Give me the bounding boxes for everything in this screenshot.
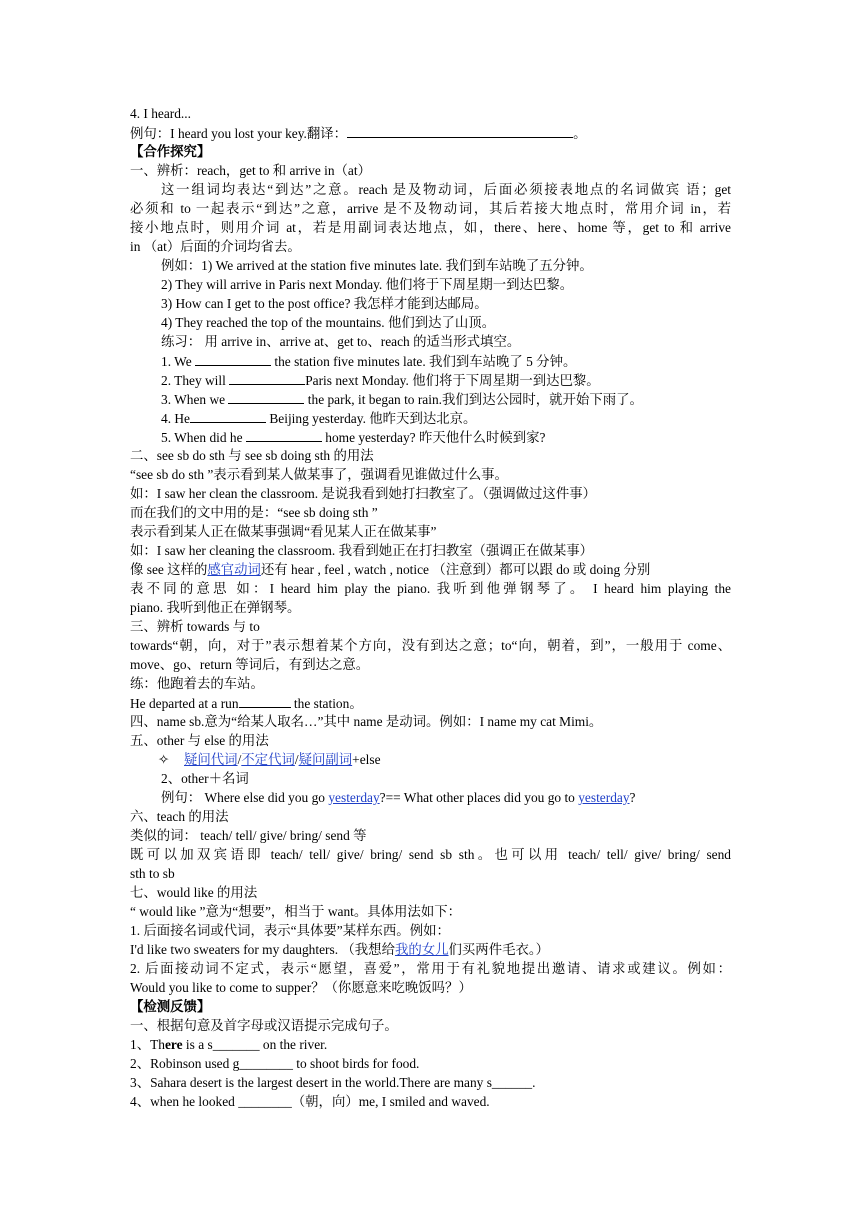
separator: / — [294, 752, 299, 767]
document-page — [130, 104, 731, 1111]
item-text: 3. When we — [161, 392, 229, 407]
subheading-see: 二、see sb do sth 与 see sb doing sth 的用法 — [130, 448, 374, 463]
quiz-item: 2、Robinson used g________ to shoot birds for food. — [130, 1056, 420, 1071]
paragraph-line: 必须和 to 一起表示“到达”之意，arrive 是不及物动词，其后若接大地点时，常用介词 in，若 — [130, 201, 731, 216]
item-text: Paris next Monday. 他们将于下周星期一到达巴黎。 — [305, 373, 600, 388]
example-line — [130, 788, 731, 807]
exercise-item — [130, 389, 731, 408]
paragraph-line: 1. 后面接名词或代词，表示“具体要”某样东西。例如： — [130, 923, 450, 938]
paragraph-line: 2. 后面接动词不定式，表示“愿望，喜爱”，常用于有礼貌地提出邀请、请求或建议。例如： — [130, 961, 731, 976]
paragraph-line: 表不同的意思 如：I heard him play the piano. 我听到他弹钢琴了。 I heard him playing the — [130, 581, 731, 596]
subheading-reach: 一、辨析：reach，get to 和 arrive in（at） — [130, 163, 371, 178]
text: ?== What other places did you go to — [379, 790, 579, 805]
paragraph-line: piano. 我听到他正在弹钢琴。 — [130, 600, 301, 615]
subheading-other-else: 五、other 与 else 的用法 — [130, 733, 269, 748]
section-heading-cooperate: 【合作探究】 — [130, 144, 211, 159]
subheading-teach: 六、teach 的用法 — [130, 809, 229, 824]
bullet-line — [130, 750, 731, 769]
paragraph-line: “see sb do sth ”表示看到某人做某事了，强调看见谁做过什么事。 — [130, 467, 508, 482]
exercise-item — [130, 408, 731, 427]
text: is a s_______ on the river. — [182, 1037, 328, 1052]
quiz-item — [130, 1035, 731, 1054]
paragraph-line: 表示看到某人正在做某事强调“看见某人正在做某事” — [130, 524, 437, 539]
text: ? — [629, 790, 636, 805]
paragraph-line: sth to sb — [130, 866, 175, 881]
bold-text: ere — [164, 1037, 183, 1052]
link-my-daughter[interactable]: 我的女儿 — [394, 942, 449, 957]
line-2 — [130, 123, 731, 142]
example-text: 例句：I heard you lost your key.翻译： — [130, 126, 348, 141]
exercise-instruction: 练习： 用 arrive in、arrive at、get to、reach 的适当形式填空。 — [161, 334, 521, 349]
subheading-towards: 三、辨析 towards 与 to — [130, 619, 260, 634]
paragraph-line: 2、other＋名词 — [161, 771, 249, 786]
item-text: 4. He — [161, 411, 191, 426]
paragraph-line: Would you like to come to supper？（你愿意来吃晚饭吗？） — [130, 980, 472, 995]
paragraph-line: 类似的词： teach/ tell/ give/ bring/ send 等 — [130, 828, 367, 843]
paragraph-line — [130, 693, 731, 712]
paragraph-line: 既可以加双宾语即 teach/ tell/ give/ bring/ send sb sth。也可以用 teach/ tell/ give/ bring/ send — [130, 847, 731, 862]
fill-blank — [229, 370, 305, 385]
diamond-bullet-icon: ✧ — [158, 752, 170, 767]
paragraph-line: move、go、return 等词后，有到达之意。 — [130, 657, 370, 672]
item-text: 5. When did he — [161, 430, 246, 445]
link-yesterday[interactable]: yesterday — [578, 790, 630, 805]
example-line: 4) They reached the top of the mountains. 他们到达了山顶。 — [161, 315, 496, 330]
line-1: 4. I heard... — [130, 106, 191, 121]
paragraph-line: “ would like ”意为“想要”，相当于 want。具体用法如下： — [130, 904, 461, 919]
example-line: 2) They will arrive in Paris next Monday. 他们将于下周星期一到达巴黎。 — [161, 277, 574, 292]
example-line: 例如：1) We arrived at the station five minutes late. 我们到车站晚了五分钟。 — [161, 258, 593, 273]
text: I'd like two sweaters for my daughters. （我想给 — [130, 942, 395, 957]
item-text: the station five minutes late. 我们到车站晚了 5 分钟。 — [271, 354, 577, 369]
paragraph-line: 而在我们的文中用的是：“see sb doing sth ” — [130, 505, 378, 520]
paragraph-line: 练：他跑着去的车站。 — [130, 676, 264, 691]
paragraph-line: 接小地点时，则用介词 at，若是用副词表达地点，如，there、here、home 等，get to 和 arrive — [130, 220, 731, 235]
paragraph-line: in （at）后面的介词均省去。 — [130, 239, 301, 254]
fill-blank — [239, 693, 291, 708]
fill-blank — [246, 427, 322, 442]
text: 还有 hear , feel , watch , notice （注意到）都可以跟 do 或 doing 分别 — [260, 562, 651, 577]
period: 。 — [573, 126, 587, 141]
paragraph-line — [130, 560, 731, 579]
paragraph-line — [130, 940, 731, 959]
item-text: home yesterday? 昨天他什么时候到家? — [321, 430, 546, 445]
link-yesterday[interactable]: yesterday — [328, 790, 380, 805]
item-text: Beijing yesterday. 他昨天到达北京。 — [266, 411, 477, 426]
quiz-item: 3、Sahara desert is the largest desert in the world.There are many s______. — [130, 1075, 536, 1090]
text: He departed at a run — [130, 696, 239, 711]
fill-blank — [190, 408, 266, 423]
translation-blank — [347, 123, 573, 138]
paragraph-line: 这一组词均表达“到达”之意。reach 是及物动词，后面必须接表地点的名词做宾 语；get — [161, 182, 731, 197]
fill-blank — [228, 389, 304, 404]
section-heading-feedback: 【检测反馈】 — [130, 999, 211, 1014]
text: 们买两件毛衣。） — [448, 942, 549, 957]
paragraph-line: 如：I saw her cleaning the classroom. 我看到她正在打扫教室（强调正在做某事） — [130, 543, 594, 558]
paragraph-line: towards“朝，向，对于”表示想着某个方向，没有到达之意；to“向，朝着，到”，一般用于 come、 — [130, 638, 731, 653]
exercise-item — [130, 351, 731, 370]
link-interrogative-pronoun[interactable]: 疑问代词 — [184, 752, 238, 767]
exercise-item — [130, 427, 731, 446]
subheading-name: 四、name sb.意为“给某人取名…”其中 name 是动词。例如：I name my cat Mimi。 — [130, 714, 603, 729]
text: the station。 — [290, 696, 363, 711]
link-indefinite-pronoun[interactable]: 不定代词 — [241, 752, 295, 767]
item-text: the park, it began to rain.我们到达公园时，就开始下雨了。 — [304, 392, 643, 407]
paragraph-line: 一、根据句意及首字母或汉语提示完成句子。 — [130, 1018, 398, 1033]
text: 1、Th — [130, 1037, 165, 1052]
fill-blank — [195, 351, 271, 366]
item-text: 1. We — [161, 354, 196, 369]
exercise-item — [130, 370, 731, 389]
link-interrogative-adverb[interactable]: 疑问副词 — [298, 752, 353, 767]
item-text: 2. They will — [161, 373, 230, 388]
quiz-item: 4、when he looked ________（朝，向）me, I smiled and waved. — [130, 1094, 490, 1109]
paragraph-line: 如：I saw her clean the classroom. 是说我看到她打扫教室了。（强调做过这件事） — [130, 486, 596, 501]
link-sense-verbs[interactable]: 感官动词 — [207, 562, 261, 577]
example-line: 3) How can I get to the post office? 我怎样才能到达邮局。 — [161, 296, 488, 311]
separator: / — [237, 752, 242, 767]
text: +else — [352, 752, 381, 767]
text: 像 see 这样的 — [130, 562, 208, 577]
subheading-would-like: 七、would like 的用法 — [130, 885, 258, 900]
text: 例句： Where else did you go — [161, 790, 329, 805]
